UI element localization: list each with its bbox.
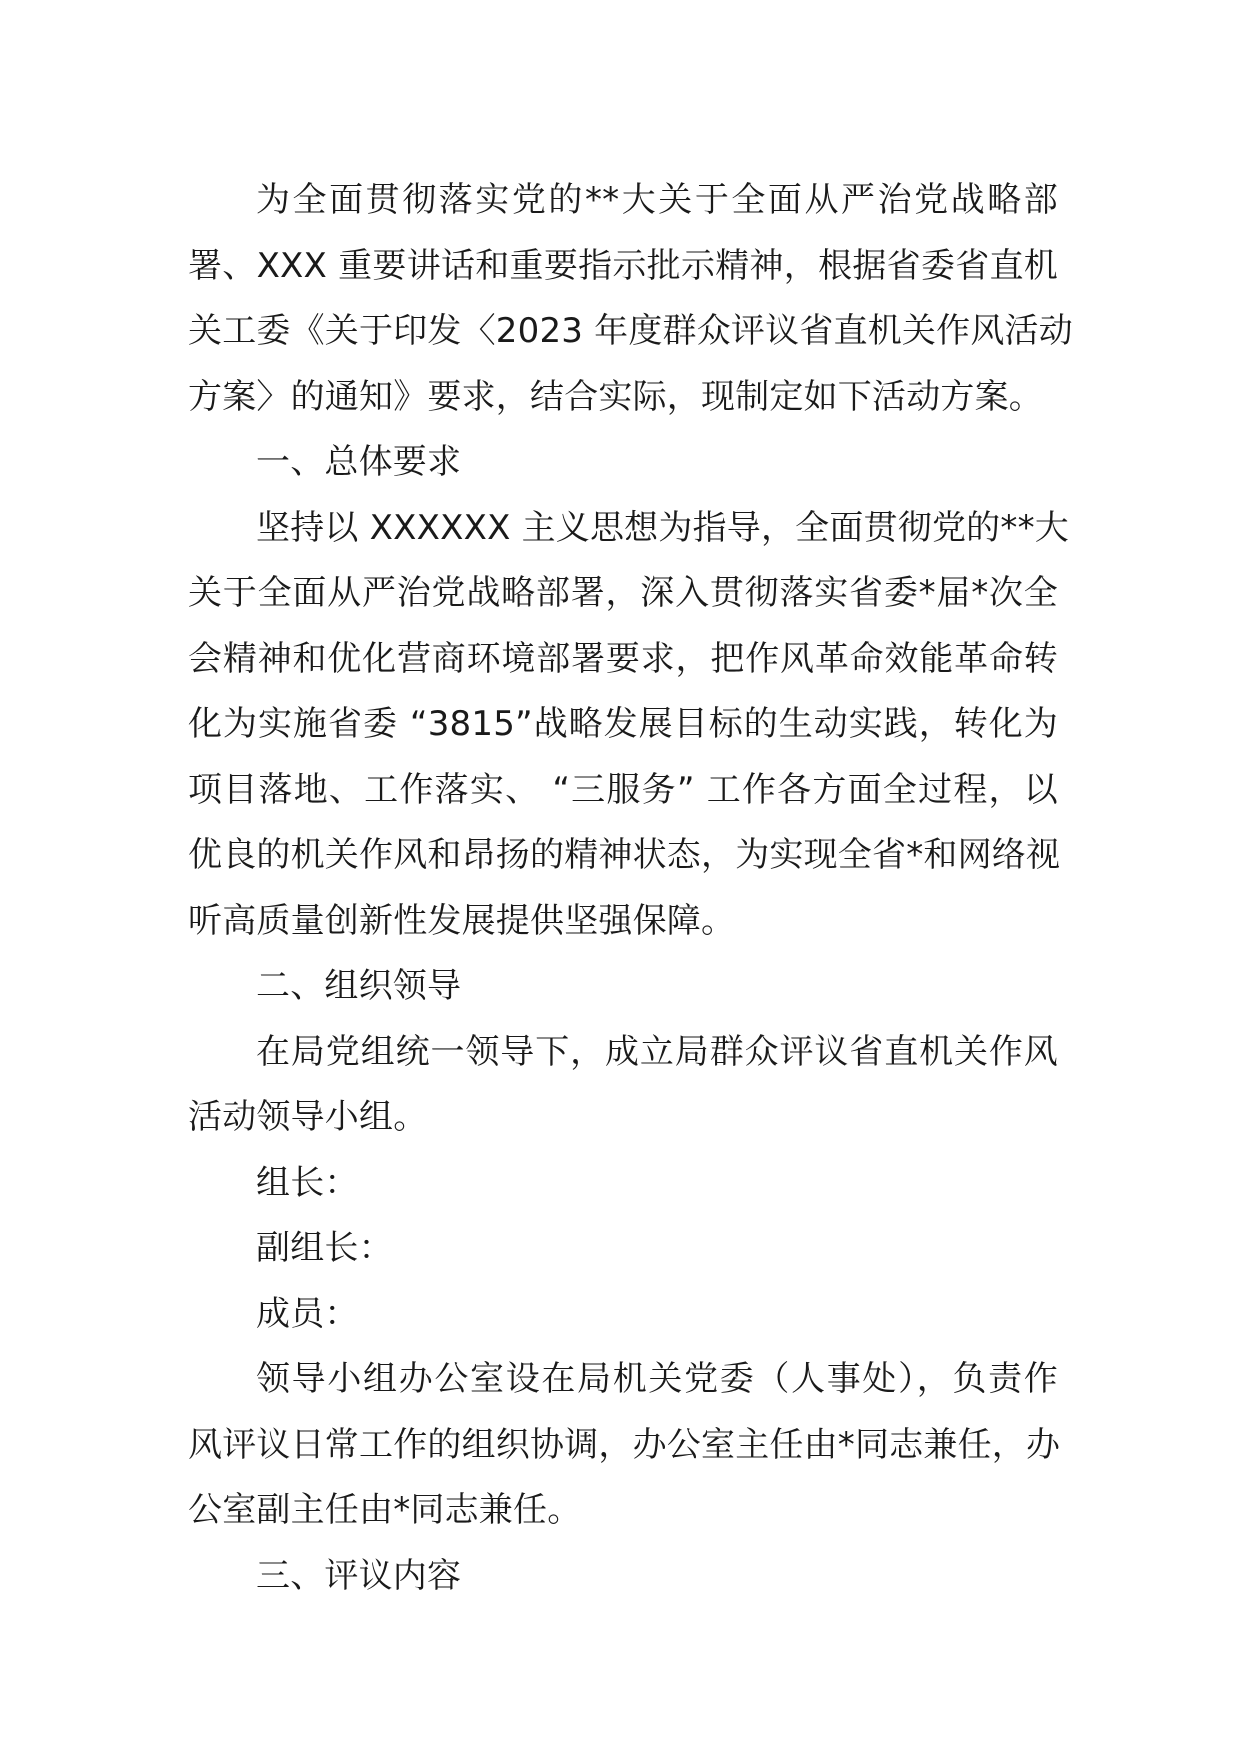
members-label: 成员： <box>256 1293 359 1334</box>
paragraph-requirements-line-3: 会精神和优化营商环境部署要求，把作风革命效能革命转 <box>188 638 1058 679</box>
paragraph-requirements-line-6: 优良的机关作风和昂扬的精神状态，为实现全省*和网络视 <box>188 835 1061 875</box>
paragraph-office-line-1: 领导小组办公室设在局机关党委（人事处），负责作 <box>256 1359 1058 1399</box>
team-leader-label: 组长： <box>256 1162 359 1203</box>
paragraph-requirements-line-7: 听高质量创新性发展提供坚强保障。 <box>188 900 736 941</box>
paragraph-requirements-line-1: 坚持以 XXXXXX 主义思想为指导，全面贯彻党的**大 <box>256 507 1069 548</box>
section-heading-organization: 二、组织领导 <box>256 966 462 1006</box>
paragraph-organization-line-1: 在局党组统一领导下，成立局群众评议省直机关作风 <box>256 1031 1058 1072</box>
deputy-leader-label: 副组长： <box>256 1228 393 1268</box>
section-heading-evaluation-content: 三、评议内容 <box>256 1555 462 1596</box>
section-heading-general-requirements: 一、总体要求 <box>256 442 462 482</box>
document-body <box>188 168 1073 1609</box>
paragraph-requirements-line-2: 关于全面从严治党战略部署，深入贯彻落实省委*届*次全 <box>188 573 1058 613</box>
paragraph-intro-line-1: 为全面贯彻落实党的**大关于全面从严治党战略部 <box>256 180 1058 220</box>
paragraph-office-line-2: 风评议日常工作的组织协调，办公室主任由*同志兼任，办 <box>188 1424 1061 1465</box>
paragraph-intro-line-2: 署、XXX 重要讲话和重要指示批示精神，根据省委省直机 <box>188 245 1058 286</box>
paragraph-office-line-3: 公室副主任由*同志兼任。 <box>188 1490 582 1530</box>
paragraph-organization-line-2: 活动领导小组。 <box>188 1097 428 1137</box>
paragraph-intro-line-4: 方案〉的通知》要求，结合实际，现制定如下活动方案。 <box>188 376 1043 417</box>
paragraph-requirements-line-4: 化为实施省委 “3815”战略发展目标的生动实践，转化为 <box>188 704 1058 744</box>
paragraph-intro-line-3: 关工委《关于印发〈2023 年度群众评议省直机关作风活动 <box>188 311 1073 351</box>
paragraph-requirements-line-5: 项目落地、工作落实、 “三服务” 工作各方面全过程，以 <box>188 769 1058 810</box>
